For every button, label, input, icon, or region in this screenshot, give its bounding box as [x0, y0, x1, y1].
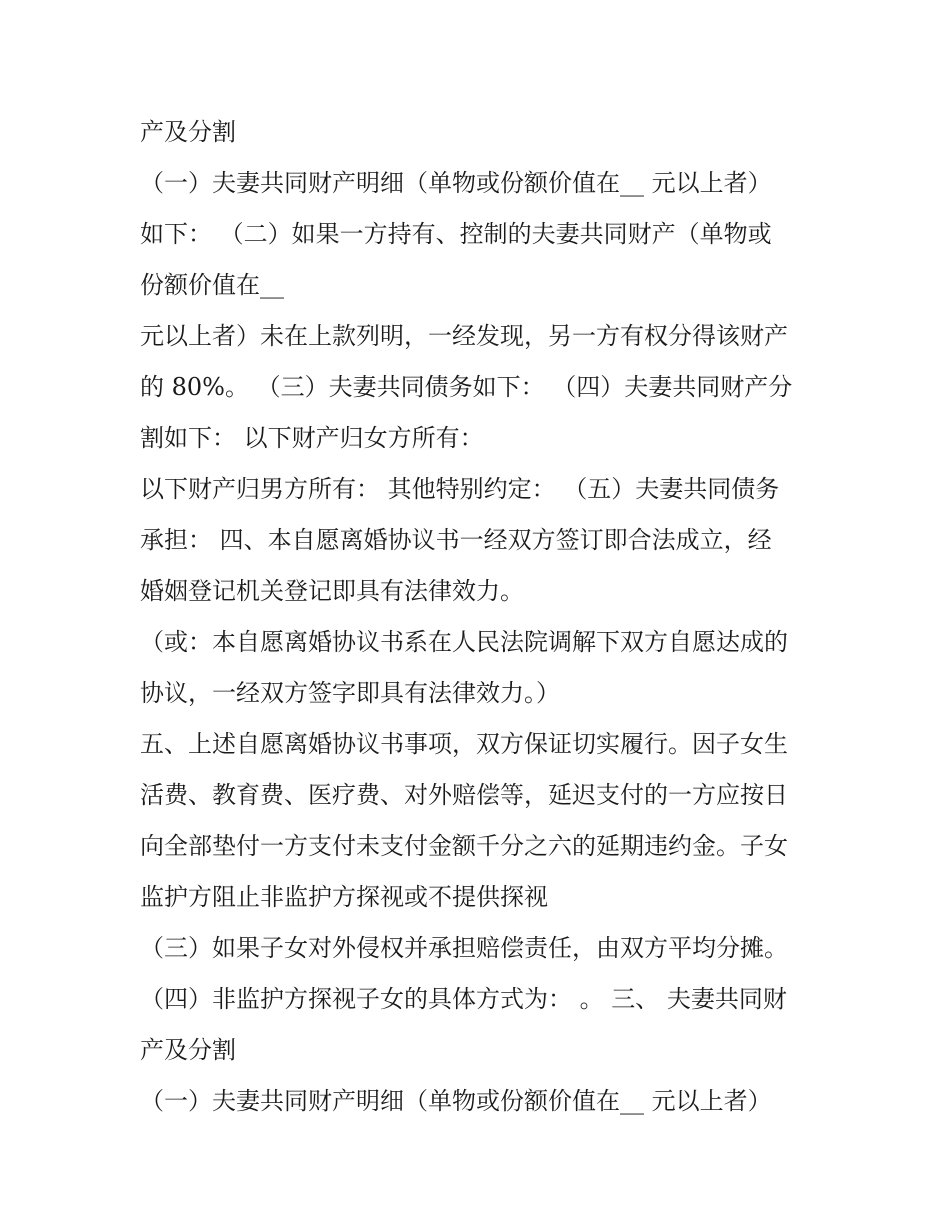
- text-line: 婚姻登记机关登记即具有法律效力。: [140, 577, 524, 605]
- text-line: 承担： 四、本自愿离婚协议书一经双方签订即合法成立，经: [140, 526, 772, 554]
- text-line: 元以上者）未在上款列明，一经发现，另一方有权分得该财产: [140, 322, 788, 350]
- text-line: 向全部垫付一方支付未支付金额千分之六的延期违约金。子女: [140, 832, 788, 860]
- text-line: （或：本自愿离婚协议书系在人民法院调解下双方自愿达成的: [140, 628, 788, 656]
- text-line: （一）夫妻共同财产明细（单物或份额价值在__ 元以上者）: [140, 169, 772, 197]
- document-body: [140, 107, 820, 1127]
- text-line: （三）如果子女对外侵权并承担赔偿责任，由双方平均分摊。: [140, 934, 788, 962]
- text-line: 产及分割: [140, 118, 236, 146]
- text-line: 份额价值在__: [140, 271, 284, 299]
- text-line: 如下： （二）如果一方持有、控制的夫妻共同财产（单物或: [140, 220, 772, 248]
- text-line: 割如下： 以下财产归女方所有：: [140, 424, 484, 452]
- text-line: （四）非监护方探视子女的具体方式为： 。 三、 夫妻共同财: [140, 985, 787, 1013]
- text-line: 协议，一经双方签字即具有法律效力。）: [140, 679, 560, 707]
- text-line: 活费、教育费、医疗费、对外赔偿等，延迟支付的一方应按日: [140, 781, 788, 809]
- text-line: 五、上述自愿离婚协议书事项，双方保证切实履行。因子女生: [140, 730, 788, 758]
- text-line: 监护方阻止非监护方探视或不提供探视: [140, 883, 548, 911]
- text-line: 产及分割: [140, 1036, 236, 1064]
- text-line: 的 80%。 （三）夫妻共同债务如下： （四）夫妻共同财产分: [140, 373, 793, 401]
- text-line: （一）夫妻共同财产明细（单物或份额价值在__ 元以上者）: [140, 1087, 772, 1115]
- text-line: 以下财产归男方所有： 其他特别约定： （五）夫妻共同债务: [140, 475, 780, 503]
